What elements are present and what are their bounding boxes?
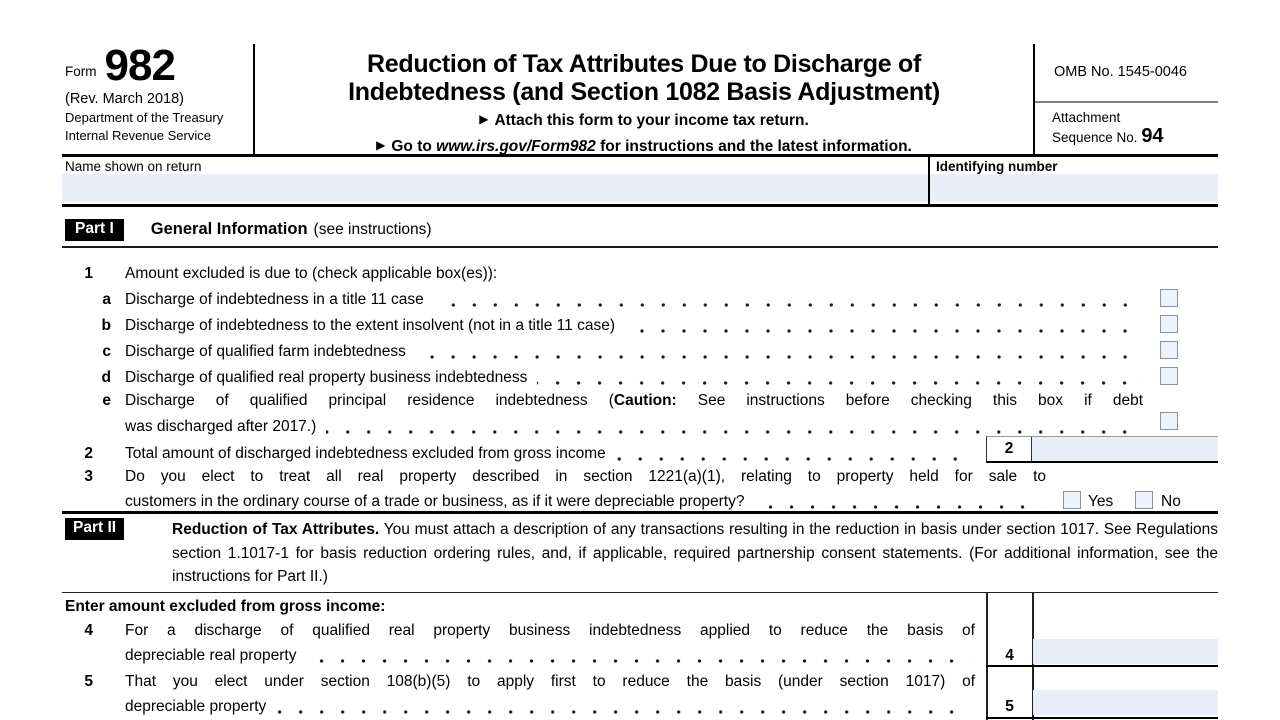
line1b xyxy=(125,313,1148,339)
line2-amount-input[interactable] xyxy=(1032,437,1218,461)
line1b-text: Discharge of indebtedness to the extent insolvent (not in a title 11 case) xyxy=(125,317,615,334)
goto-prefix: Go to xyxy=(391,138,437,155)
line5-line2-text: depreciable property xyxy=(125,698,267,715)
part2-description: You must attach a description of any transactions resulting in the reduction in basis under section 1017. See Regulations section 1.1017-1 for basis reduction ordering rules, and, if applicable, required partnership consent statements. (For additional information, see the instructions for Part II.) xyxy=(172,521,1218,585)
dot-leader xyxy=(306,659,971,663)
checkbox-1d[interactable] xyxy=(1160,367,1178,385)
line4-number: 4 xyxy=(84,622,93,639)
taxpayer-row xyxy=(62,157,1218,207)
dot-leader xyxy=(434,303,1144,307)
arrowhead-icon: ▶ xyxy=(376,138,386,152)
part1-header xyxy=(62,217,1218,248)
goto-suffix: for instructions and the latest information. xyxy=(595,138,912,155)
dot-leader xyxy=(616,457,974,461)
part1-subtitle: (see instructions) xyxy=(313,221,432,238)
line1e-text-line1 xyxy=(125,388,1143,414)
line2-box-number: 2 xyxy=(987,437,1032,461)
line3-yes-label: Yes xyxy=(1088,493,1114,510)
line1d-letter: d xyxy=(101,369,111,386)
line1a-text: Discharge of indebtedness in a title 11 case xyxy=(125,291,424,308)
line5-box-number: 5 xyxy=(1005,698,1014,715)
name-input[interactable] xyxy=(62,174,928,202)
omb-number: OMB No. 1545-0046 xyxy=(1035,44,1218,103)
line1b-letter: b xyxy=(101,317,111,334)
attachment-sequence-number: 94 xyxy=(1141,125,1164,147)
checkbox-1b[interactable] xyxy=(1160,315,1178,333)
row-divider xyxy=(986,717,1218,719)
line1e-line2-text: was discharged after 2017.) xyxy=(125,418,317,435)
dot-leader xyxy=(326,430,1144,434)
irs-line: Internal Revenue Service xyxy=(65,128,211,144)
dot-leader xyxy=(276,710,971,714)
attachment-line1: Attachment xyxy=(1052,110,1121,125)
checkbox-1a[interactable] xyxy=(1160,289,1178,307)
line3-number: 3 xyxy=(84,468,93,485)
line3-no-checkbox[interactable] xyxy=(1135,491,1153,509)
form-title-line1: Reduction of Tax Attributes Due to Discharge of xyxy=(367,50,921,78)
line2-number: 2 xyxy=(84,445,93,462)
part1-title: General Information xyxy=(150,220,308,238)
line5-number: 5 xyxy=(84,673,93,690)
form-number-block xyxy=(62,41,253,154)
line4-text-line2 xyxy=(125,643,975,669)
line3-line2-text: customers in the ordinary course of a trade or business, as if it were depreciable property? xyxy=(125,493,745,510)
line4-line2-text: depreciable real property xyxy=(125,647,297,664)
identifying-number-label: Identifying number xyxy=(936,159,1058,174)
part2-description-block xyxy=(172,518,1218,589)
attach-instruction-text: Attach this form to your income tax return. xyxy=(494,112,809,129)
line1-text: Amount excluded is due to (check applicable box(es)): xyxy=(125,265,498,282)
arrowhead-icon: ▶ xyxy=(479,112,489,126)
line4-amount-input[interactable] xyxy=(1033,639,1218,664)
dot-leader xyxy=(754,505,1042,509)
line3-text-line1: Do you elect to treat all real property described in section 1221(a)(1), relating to property held for sale to xyxy=(125,468,1046,485)
line5-text-line1: That you elect under section 108(b)(5) to apply first to reduce the basis (under section 1017) of xyxy=(125,673,975,690)
dot-leader xyxy=(625,329,1144,333)
checkbox-1e[interactable] xyxy=(1160,412,1178,430)
line3-no-label: No xyxy=(1161,493,1181,510)
line1-number: 1 xyxy=(84,265,93,282)
form-title-block xyxy=(253,44,1035,154)
line1c-letter: c xyxy=(102,343,111,360)
line1d-text: Discharge of qualified real property business indebtedness xyxy=(125,369,528,386)
identifying-number-cell xyxy=(930,157,1218,204)
part2-label: Part II xyxy=(65,518,124,540)
dot-leader xyxy=(537,381,1144,385)
goto-instruction xyxy=(255,136,1033,158)
attach-instruction xyxy=(255,110,1033,132)
line1a xyxy=(125,287,1148,313)
attachment-sequence xyxy=(1035,103,1218,147)
part2-title: Reduction of Tax Attributes. xyxy=(172,521,380,538)
line5-amount-input[interactable] xyxy=(1033,690,1218,715)
form-header xyxy=(62,41,1218,157)
line1c-text: Discharge of qualified farm indebtedness xyxy=(125,343,406,360)
row-divider xyxy=(986,665,1218,667)
revision-note: (Rev. March 2018) xyxy=(65,91,184,108)
line1 xyxy=(125,261,497,287)
form-number: 982 xyxy=(104,41,175,90)
line1c xyxy=(125,339,1148,365)
line1a-letter: a xyxy=(102,291,111,308)
irs-url: www.irs.gov/Form982 xyxy=(436,138,596,155)
line2-text: Total amount of discharged indebtedness excluded from gross income xyxy=(125,445,606,462)
form-title-line2: Indebtedness (and Section 1082 Basis Adjustment) xyxy=(348,78,940,106)
line1e-text-before: Discharge of qualified principal residence indebtedness ( xyxy=(125,392,614,409)
name-cell xyxy=(62,157,930,204)
dot-leader xyxy=(416,355,1144,359)
line4-text-line1: For a discharge of qualified real property business indebtedness applied to reduce the basis of xyxy=(125,622,975,639)
line5-text-line2 xyxy=(125,694,975,720)
exclusion-section-heading: Enter amount excluded from gross income: xyxy=(65,598,386,615)
attachment-line2: Sequence No. xyxy=(1052,130,1142,145)
omb-block xyxy=(1035,44,1218,154)
line1e-letter: e xyxy=(102,392,111,409)
part2-header xyxy=(62,511,1218,593)
caution-label: Caution: xyxy=(613,392,677,409)
treasury-line: Department of the Treasury xyxy=(65,110,224,126)
line2-amount-box xyxy=(986,436,1218,463)
part1-label: Part I xyxy=(65,219,124,241)
line3-yes-checkbox[interactable] xyxy=(1063,491,1081,509)
line1e-text-after: See instructions before checking this box if debt xyxy=(676,392,1144,409)
identifying-number-input[interactable] xyxy=(930,174,1218,202)
form-label: Form xyxy=(65,64,97,80)
checkbox-1c[interactable] xyxy=(1160,341,1178,359)
line4-box-number: 4 xyxy=(1005,647,1014,664)
part2-lines-section xyxy=(62,593,1218,720)
name-label: Name shown on return xyxy=(65,159,202,174)
